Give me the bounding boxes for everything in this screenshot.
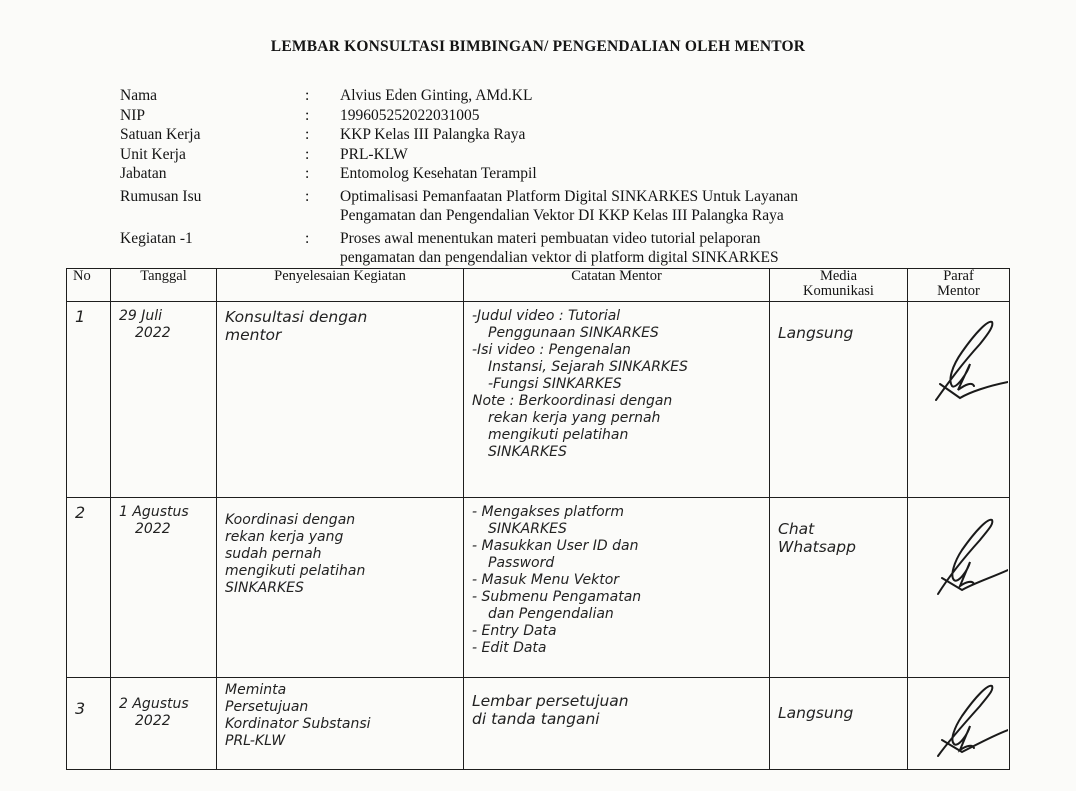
row-media <box>770 498 908 678</box>
note-line: -Isi video : Pengenalan <box>472 342 631 358</box>
table-row <box>67 302 1010 498</box>
info-colon: : <box>305 187 310 205</box>
header-penyelesaian: Penyelesaian Kegiatan <box>217 269 464 302</box>
media-line: Langsung <box>778 704 854 722</box>
info-colon: : <box>305 106 310 124</box>
note-line: - Edit Data <box>472 640 547 656</box>
header-media <box>770 269 908 302</box>
info-colon: : <box>305 126 310 143</box>
note-line: rekan kerja yang pernah <box>488 410 661 426</box>
info-row-nip <box>120 106 1020 126</box>
row-media <box>770 302 908 498</box>
table-row <box>67 678 1010 770</box>
note-line: - Submenu Pengamatan <box>472 589 642 605</box>
row-date <box>111 302 217 498</box>
identity-section <box>120 86 1020 268</box>
note-line: mengikuti pelatihan <box>488 427 629 443</box>
header-paraf <box>908 269 1010 302</box>
date-line: 2022 <box>135 713 171 729</box>
info-row-nama <box>120 86 1020 106</box>
signature-scribble <box>908 678 1008 766</box>
row-number: 2 <box>67 498 111 678</box>
info-colon: : <box>305 87 310 104</box>
info-value-line: pengamatan dan pengendalian vektor di platform digital SINKARKES <box>340 249 779 266</box>
info-label: Unit Kerja <box>120 145 186 163</box>
text-line: SINKARKES <box>225 580 304 596</box>
text-line: mentor <box>225 326 282 344</box>
row-catatan <box>464 678 770 770</box>
text-line: Kordinator Substansi <box>225 716 371 732</box>
table-header-row <box>67 269 1010 302</box>
text-line: PRL-KLW <box>225 733 286 749</box>
info-value-line: Proses awal menentukan materi pembuatan video tutorial pelaporan <box>340 229 761 247</box>
note-line: - Masukkan User ID dan <box>472 538 639 554</box>
info-label: Satuan Kerja <box>120 126 201 143</box>
info-colon: : <box>305 229 310 247</box>
info-label: Jabatan <box>120 165 167 182</box>
info-colon: : <box>305 165 310 182</box>
consultation-table <box>66 268 1010 770</box>
info-value-line: Pengamatan dan Pengendalian Vektor DI KKP Kelas III Palangka Raya <box>340 207 784 224</box>
info-row-jabatan <box>120 164 1020 184</box>
date-line: 29 Juli <box>119 308 163 324</box>
info-label: Rumusan Isu <box>120 187 202 205</box>
document-title: LEMBAR KONSULTASI BIMBINGAN/ PENGENDALIAN OLEH MENTOR <box>270 38 806 55</box>
row-penyelesaian <box>217 302 464 498</box>
text-line: Konsultasi dengan <box>225 308 368 326</box>
note-line: -Judul video : Tutorial <box>472 308 621 324</box>
header-media-line: Media <box>819 268 858 284</box>
media-line: Chat <box>778 520 815 538</box>
table-row <box>67 498 1010 678</box>
header-tanggal: Tanggal <box>111 269 217 302</box>
date-line: 2022 <box>135 521 171 537</box>
media-line: Whatsapp <box>778 538 856 556</box>
info-value <box>340 229 1020 268</box>
info-row-satuan-kerja <box>120 125 1020 145</box>
text-line: rekan kerja yang <box>225 529 344 545</box>
info-value: Entomolog Kesehatan Terampil <box>340 165 537 182</box>
note-line: Lembar persetujuan <box>472 692 629 710</box>
header-media-line: Komunikasi <box>803 283 874 299</box>
header-paraf-line: Paraf <box>943 268 974 284</box>
row-media <box>770 678 908 770</box>
info-label: NIP <box>120 106 145 124</box>
text-line: Meminta <box>225 682 287 698</box>
row-catatan <box>464 302 770 498</box>
text-line: Persetujuan <box>225 699 309 715</box>
note-line: - Entry Data <box>472 623 557 639</box>
note-line: - Masuk Menu Vektor <box>472 572 620 588</box>
row-date <box>111 498 217 678</box>
note-line: SINKARKES <box>488 521 567 537</box>
info-value: 199605252022031005 <box>340 106 480 124</box>
row-signature-cell <box>908 498 1010 678</box>
note-line: - Mengakses platform <box>472 504 625 520</box>
row-number: 3 <box>67 678 111 770</box>
text-line: Koordinasi dengan <box>225 512 356 528</box>
info-row-kegiatan <box>120 229 1020 268</box>
info-value-line: Optimalisasi Pemanfaatan Platform Digital SINKARKES Untuk Layanan <box>340 187 799 205</box>
note-line: -Fungsi SINKARKES <box>488 376 622 392</box>
info-row-unit-kerja <box>120 145 1020 165</box>
header-catatan: Catatan Mentor <box>464 269 770 302</box>
row-penyelesaian <box>217 678 464 770</box>
header-paraf-line: Mentor <box>937 283 980 299</box>
info-label: Nama <box>120 87 158 104</box>
date-line: 1 Agustus <box>119 504 189 520</box>
note-line: di tanda tangani <box>472 710 600 728</box>
note-line: dan Pengendalian <box>488 606 614 622</box>
info-colon: : <box>305 145 310 163</box>
media-line: Langsung <box>778 324 854 342</box>
row-catatan <box>464 498 770 678</box>
note-line: Penggunaan SINKARKES <box>488 325 659 341</box>
info-value: KKP Kelas III Palangka Raya <box>340 126 526 143</box>
note-line: Password <box>488 555 555 571</box>
info-value <box>340 187 1020 226</box>
note-line: Instansi, Sejarah SINKARKES <box>488 359 688 375</box>
info-label: Kegiatan -1 <box>120 229 193 247</box>
date-line: 2022 <box>135 325 171 341</box>
row-signature-cell <box>908 678 1010 770</box>
signature-scribble <box>908 302 1008 412</box>
info-value: PRL-KLW <box>340 145 408 163</box>
info-row-rumusan-isu <box>120 187 1020 226</box>
text-line: sudah pernah <box>225 546 322 562</box>
row-number: 1 <box>67 302 111 498</box>
note-line: SINKARKES <box>488 444 567 460</box>
signature-scribble <box>908 498 1008 608</box>
info-value: Alvius Eden Ginting, AMd.KL <box>340 87 533 104</box>
row-date <box>111 678 217 770</box>
row-signature-cell <box>908 302 1010 498</box>
note-line: Note : Berkoordinasi dengan <box>472 393 673 409</box>
header-no: No <box>67 269 111 302</box>
row-penyelesaian <box>217 498 464 678</box>
date-line: 2 Agustus <box>119 696 189 712</box>
text-line: mengikuti pelatihan <box>225 563 366 579</box>
